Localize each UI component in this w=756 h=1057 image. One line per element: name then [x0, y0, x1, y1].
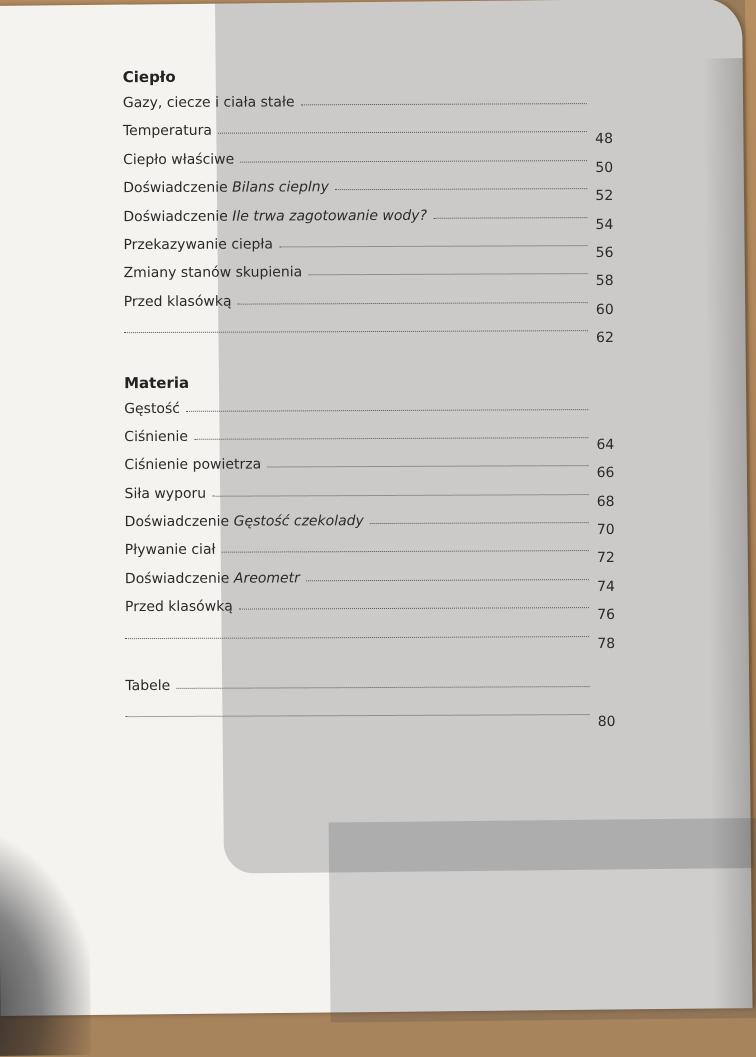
dot-leader — [239, 607, 589, 610]
page-number: 56 — [589, 243, 613, 263]
toc-entry — [125, 538, 615, 569]
entry-title: Przekazywanie ciepła — [123, 236, 273, 253]
entry-label — [123, 177, 333, 198]
dot-leader — [335, 188, 587, 190]
page-number: 64 — [590, 435, 614, 455]
page-number: 54 — [589, 215, 613, 235]
entry-label — [125, 676, 174, 696]
page-number: 50 — [589, 158, 613, 178]
entry-label — [124, 455, 265, 476]
entry-label — [123, 234, 277, 255]
entry-title-italic: Bilans cieplny — [232, 179, 329, 195]
page-number: 74 — [591, 577, 615, 597]
entry-title: Temperatura — [123, 123, 212, 139]
toc-entry — [124, 396, 614, 427]
toc-entry — [124, 425, 614, 456]
section-gap — [124, 346, 614, 370]
section-title: Ciepło — [123, 63, 613, 89]
section-gap — [125, 652, 615, 676]
entry-title: Doświadczenie — [123, 208, 232, 224]
entry-label — [124, 291, 236, 311]
entry-title-italic: Areometr — [234, 570, 300, 586]
toc-entry — [123, 205, 613, 236]
toc-entry — [125, 595, 615, 626]
toc-entry — [123, 148, 613, 179]
page-number: 72 — [591, 548, 615, 568]
entry-title-italic: Ile trwa zagotowanie wody? — [232, 207, 427, 224]
entry-title: Doświadczenie — [125, 571, 234, 587]
toc-entry — [125, 674, 615, 705]
dot-leader — [194, 437, 588, 440]
dot-leader — [433, 217, 587, 219]
entry-title-italic: Gęstość czekolady — [234, 513, 364, 530]
page-number: 48 — [589, 129, 613, 149]
toc-entry — [125, 567, 615, 598]
toc-entry — [125, 702, 615, 733]
entry-label — [123, 92, 299, 113]
page-number: 66 — [590, 463, 614, 483]
page-number: 68 — [591, 492, 615, 512]
entry-title: Doświadczenie — [123, 180, 232, 196]
page-number: 52 — [589, 186, 613, 206]
page-number: 70 — [591, 520, 615, 540]
entry-label — [125, 511, 368, 532]
entry-label — [123, 149, 238, 170]
entry-title: Siła wyporu — [125, 485, 207, 501]
entry-title: Zmiany stanów skupienia — [124, 265, 303, 282]
toc-entry — [124, 453, 614, 484]
toc-entry — [123, 176, 613, 207]
dot-leader — [126, 715, 590, 718]
entry-title: Ciśnienie — [124, 429, 188, 445]
entry-title: Gazy, ciecze i ciała stałe — [123, 94, 295, 111]
toc-entry — [123, 91, 613, 122]
entry-label — [123, 121, 216, 141]
entry-title: Pływanie ciał — [125, 542, 216, 558]
entry-label — [124, 263, 307, 284]
phone-shadow-lower — [329, 818, 756, 1022]
entry-label — [125, 597, 237, 617]
toc-entry — [124, 261, 614, 292]
toc-entry — [124, 318, 614, 349]
entry-title: Ciepło właściwe — [123, 151, 234, 167]
dot-leader — [306, 579, 589, 581]
entry-label — [124, 483, 210, 503]
entry-title: Tabele — [125, 678, 170, 694]
toc-entry — [123, 233, 613, 264]
table-of-contents — [123, 63, 616, 733]
finger-shadow — [0, 835, 91, 1057]
dot-leader — [240, 160, 587, 163]
entry-label — [124, 398, 184, 418]
dot-leader — [267, 465, 588, 467]
entry-label — [125, 568, 304, 589]
dot-leader — [212, 494, 588, 497]
dot-leader — [238, 302, 588, 305]
dot-leader — [176, 686, 589, 689]
entry-title: Gęstość — [124, 400, 180, 416]
dot-leader — [218, 131, 587, 134]
section-title: Materia — [124, 368, 614, 394]
entry-label — [123, 205, 431, 226]
entry-title: Ciśnienie powietrza — [124, 457, 261, 474]
entry-title: Przed klasówką — [124, 293, 232, 309]
toc-entry — [124, 482, 614, 513]
page-number: 58 — [590, 271, 614, 291]
page-number: 62 — [590, 328, 614, 348]
toc-entry — [125, 624, 615, 655]
dot-leader — [124, 330, 588, 333]
entry-title: Przed klasówką — [125, 599, 233, 615]
dot-leader — [301, 103, 587, 105]
dot-leader — [125, 636, 589, 639]
toc-entry — [125, 510, 615, 541]
entry-label — [125, 540, 220, 560]
dot-leader — [308, 273, 587, 275]
page-number: 78 — [591, 634, 615, 654]
dot-leader — [370, 522, 589, 524]
toc-entry — [124, 290, 614, 321]
page-number: 80 — [591, 712, 615, 732]
entry-label — [124, 427, 192, 447]
page-number: 60 — [590, 300, 614, 320]
dot-leader — [279, 245, 587, 247]
dot-leader — [222, 551, 589, 554]
entry-title: Doświadczenie — [125, 514, 234, 530]
toc-entry — [123, 119, 613, 150]
page-number: 76 — [591, 605, 615, 625]
dot-leader — [186, 409, 588, 412]
